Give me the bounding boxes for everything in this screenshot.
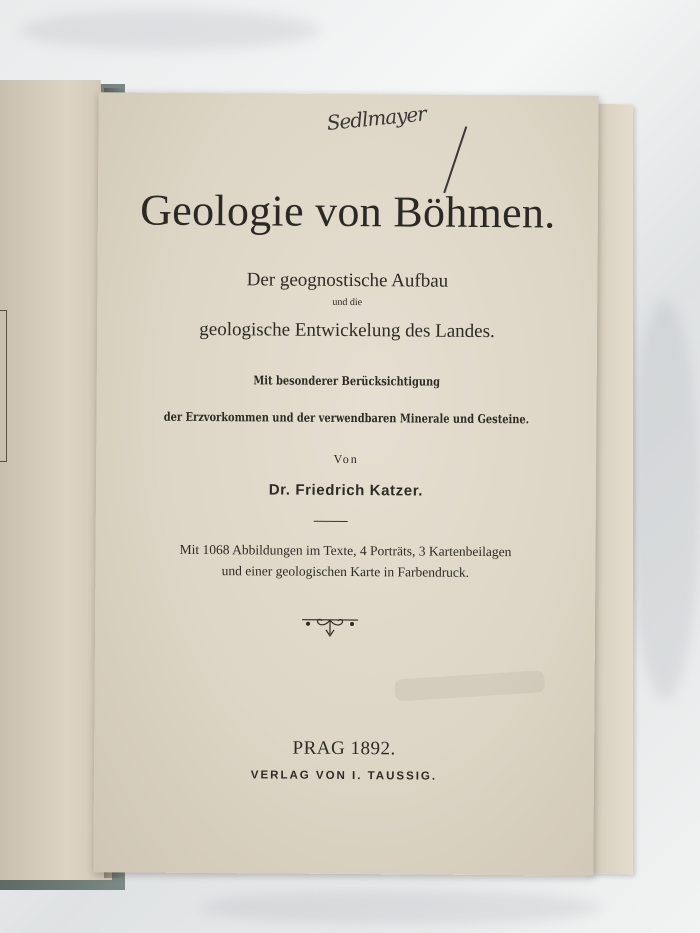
cloth-fold <box>20 10 320 50</box>
separator-rule <box>314 521 348 522</box>
signature-stroke <box>443 126 467 193</box>
printer-ornament-icon <box>300 612 360 642</box>
title-page <box>93 92 598 875</box>
publisher: VERLAG VON I. TAUSSIG. <box>250 769 438 783</box>
special-note-line-1: Mit besonderer Berücksichtigung <box>253 373 441 389</box>
illustrations-line-1: Mit 1068 Abbildungen im Texte, 4 Porträts, 3 Kartenbeilagen <box>179 541 512 560</box>
book-title: Geologie von Böhmen. <box>140 185 556 238</box>
faded-pencil-note <box>394 670 545 701</box>
subtitle-line-2: geologische Entwickelung des Landes. <box>199 318 495 343</box>
illustrations-line-2: und einer geologischen Karte in Farbendruck. <box>221 563 470 580</box>
cloth-fold <box>200 890 600 925</box>
subtitle-connector: und die <box>332 296 363 309</box>
subtitle-line-1: Der geognostische Aufbau <box>246 269 449 292</box>
handwritten-signature: Sedlmayer <box>325 101 427 135</box>
cloth-fold <box>630 300 700 700</box>
special-note-line-2: der Erzvorkommen und der verwendbaren Minerale und Gesteine. <box>163 409 530 427</box>
by-label: Von <box>333 451 359 467</box>
author-name: Dr. Friedrich Katzer. <box>268 481 424 500</box>
place-and-year: PRAG 1892. <box>292 737 396 760</box>
left-page-bracket <box>0 310 7 462</box>
